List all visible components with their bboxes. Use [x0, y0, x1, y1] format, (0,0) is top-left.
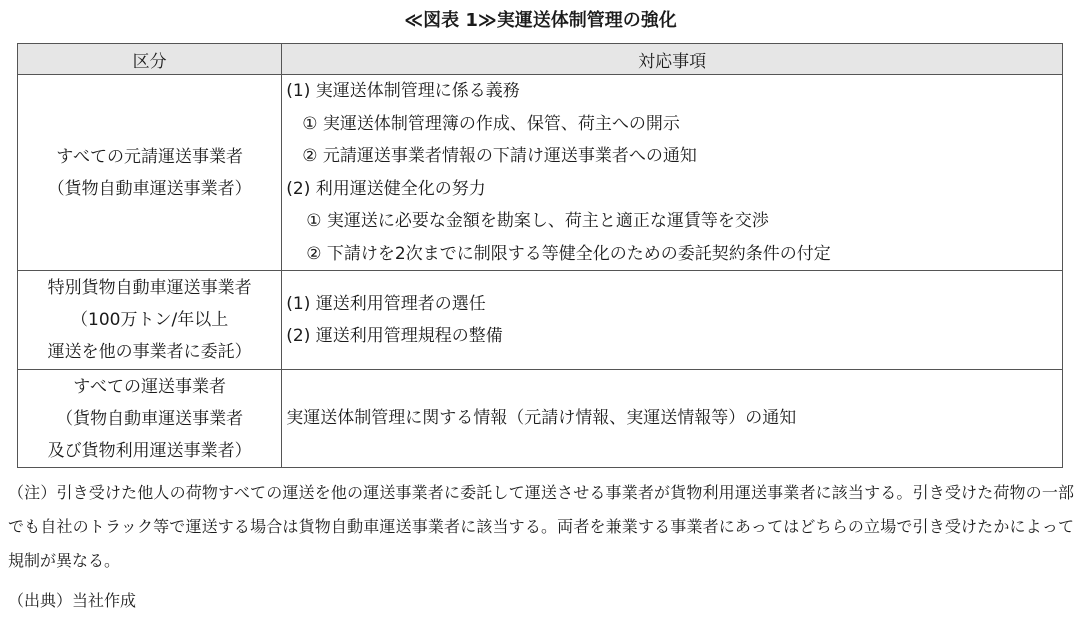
category-line: 運送を他の事業者に委託） — [47, 342, 252, 362]
measure-subitem: ② 下請けを2次までに制限する等健全化のための委託契約条件の付定 — [306, 243, 831, 264]
category-line: すべての元請運送事業者 — [56, 146, 243, 167]
measure-item: (2) 運送利用管理規程の整備 — [286, 326, 503, 346]
measure-item: (2) 利用運送健全化の努力 — [286, 178, 486, 199]
category-line: 特別貨物自動車運送事業者 — [47, 278, 252, 298]
measure-subitem: ① 実運送に必要な金額を勘案し、荷主と適正な運賃等を交渉 — [306, 211, 769, 231]
category-line: （貨物自動車運送事業者） — [47, 178, 252, 199]
table-row — [18, 370, 1063, 468]
table-row — [18, 75, 1063, 271]
footnote: （注）引き受けた他人の荷物すべての運送を他の運送事業者に委託して運送させる事業者が貨物利用運送事業者に該当する。引き受けた荷物の一部でも自社のトラック等で運送する場合は貨物自動車運送事業者に該当する。両者を兼業する事業者にあってはどちらの立場で引き受けたかによって規制が異なる。 — [8, 483, 1074, 570]
source-note: （出典）当社作成 — [8, 591, 137, 610]
category-line: すべての運送事業者 — [73, 376, 226, 397]
table-header-row — [18, 44, 1063, 75]
measure-subitem: ② 元請運送事業者情報の下請け運送事業者への通知 — [302, 146, 697, 166]
category-line: 及び貨物利用運送事業者） — [47, 440, 252, 461]
measure-item: (1) 実運送体制管理に係る義務 — [286, 81, 520, 101]
category-line: （100万トン/年以上 — [71, 310, 229, 330]
category-cell — [18, 271, 282, 370]
measures-cell — [282, 370, 1063, 468]
table-row — [18, 271, 1063, 370]
header-measures: 対応事項 — [282, 44, 1063, 75]
measure-item: 実運送体制管理に関する情報（元請け情報、実運送情報等）の通知 — [286, 408, 797, 429]
category-cell — [18, 370, 282, 468]
measures-cell — [282, 75, 1063, 271]
category-cell — [18, 75, 282, 271]
measure-item: (1) 運送利用管理者の選任 — [286, 293, 486, 314]
category-line: （貨物自動車運送事業者 — [56, 408, 244, 429]
regulation-table — [17, 43, 1063, 468]
figure-title: ≪図表 1≫実運送体制管理の強化 — [404, 10, 677, 31]
header-category: 区分 — [18, 44, 282, 75]
measure-subitem: ① 実運送体制管理簿の作成、保管、荷主への開示 — [302, 113, 680, 134]
measures-cell — [282, 271, 1063, 370]
